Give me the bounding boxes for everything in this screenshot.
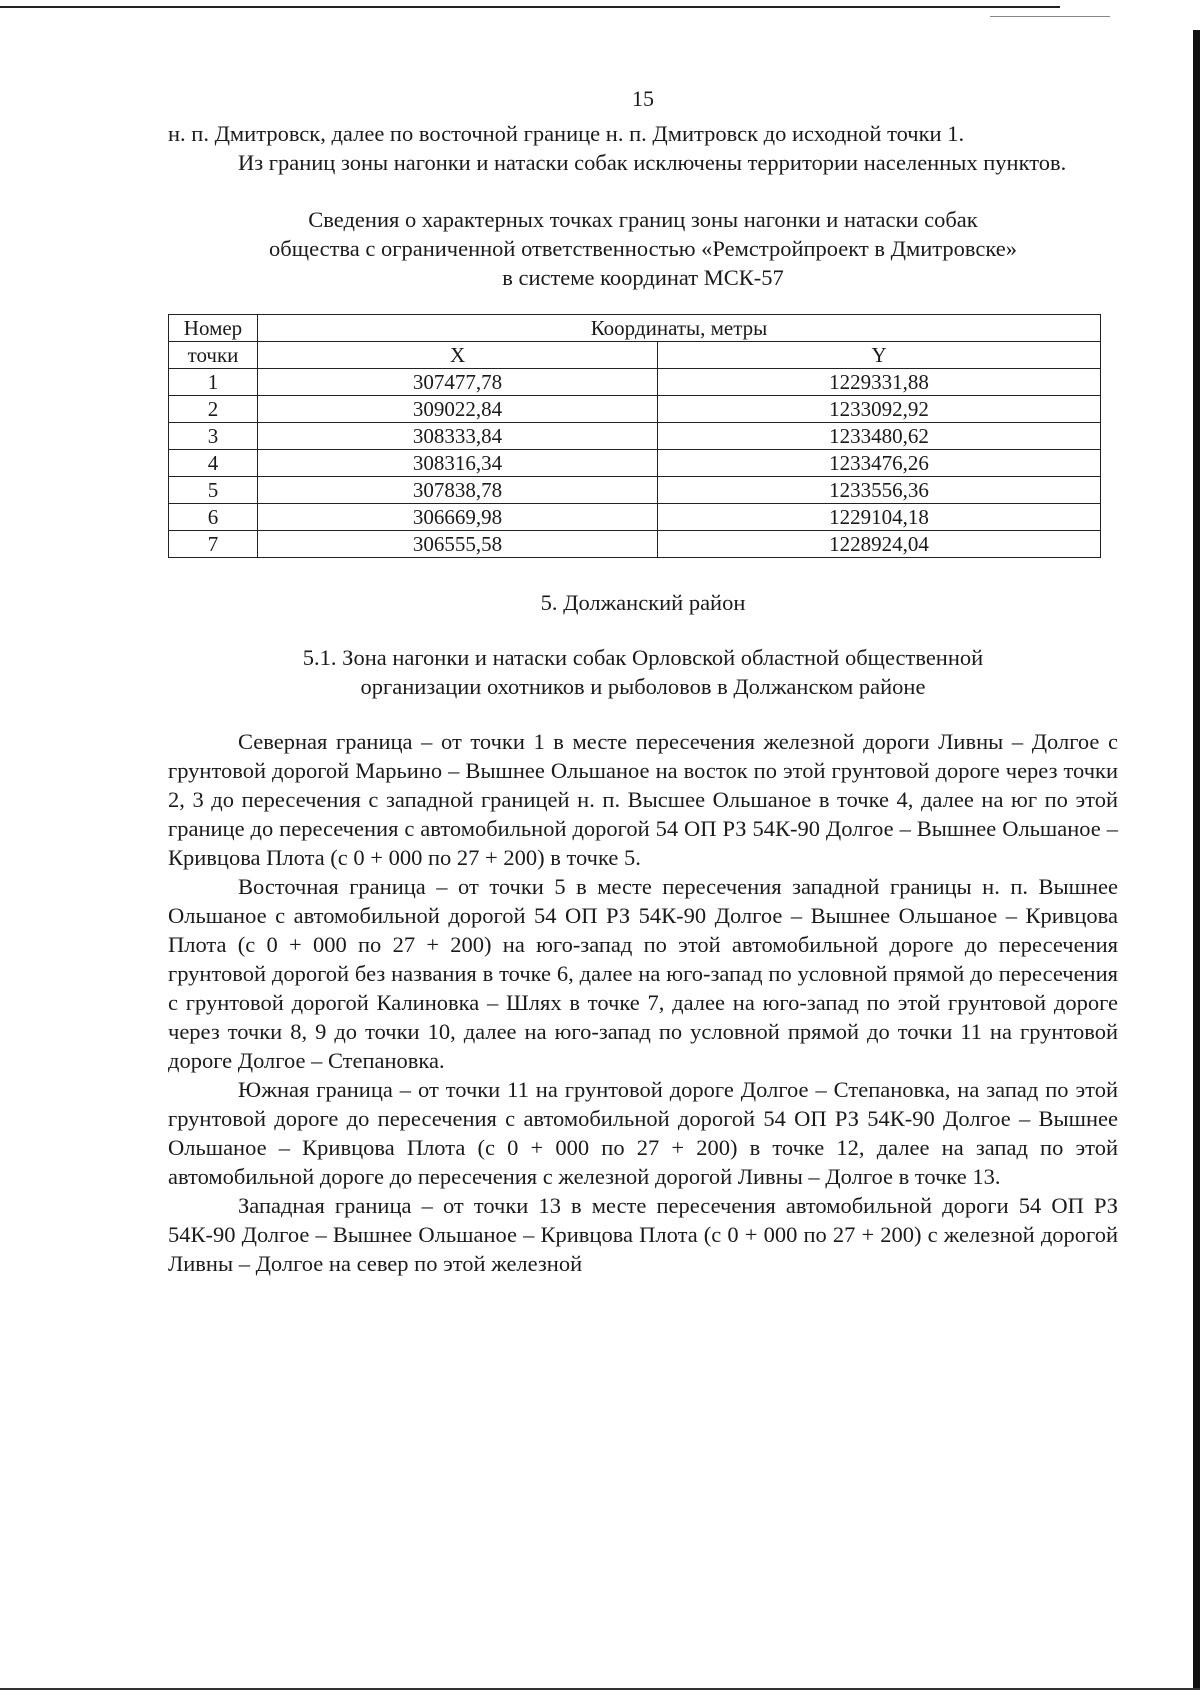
table-subheader-row: [169, 342, 1101, 369]
cell-point-number: 7: [169, 531, 258, 558]
cell-coord-x: 309022,84: [258, 396, 658, 423]
section-title: 5. Должанский район: [540, 590, 746, 615]
cell-coord-x: 308333,84: [258, 423, 658, 450]
cell-coord-x: 307838,78: [258, 477, 658, 504]
header-point-number-1: Номер: [169, 315, 258, 342]
table-caption-line-1: Сведения о характерных точках границ зоны нагонки и натаски собак: [308, 207, 978, 232]
cell-point-number: 2: [169, 396, 258, 423]
cell-coord-y: 1233476,26: [658, 450, 1101, 477]
paragraph-west-border: Западная граница – от точки 13 в месте пересечения автомобильной дороги 54 ОП РЗ 54К-90 Долгое – Вышнее Ольшаное – Кривцова Плота (с 0 + 000 по 27 + 200) с железной дорогой Ливны – Долгое на север по этой железной: [168, 1193, 1118, 1276]
header-coordinates: Координаты, метры: [258, 315, 1101, 342]
intro-paragraph-2: Из границ зоны нагонки и натаски собак исключены территории населенных пунктов.: [238, 150, 1067, 175]
table-row: [169, 531, 1101, 558]
table-row: [169, 504, 1101, 531]
table-row: [169, 369, 1101, 396]
document-page: [168, 84, 1118, 1278]
table-row: [169, 450, 1101, 477]
table-caption-line-2: общества с ограниченной ответственностью «Ремстройпроект в Дмитровске»: [269, 236, 1017, 261]
cell-coord-x: 306555,58: [258, 531, 658, 558]
table-body: [169, 369, 1101, 558]
paragraph-east-border: Восточная граница – от точки 5 в месте пересечения западной границы н. п. Вышнее Ольшаное с автомобильной дорогой 54 ОП РЗ 54К-90 Долгое – Вышнее Ольшаное – Кривцова Плота (с 0 + 000 по 27 + 200) на юго-запад по этой автомобильной дороге до пересечения грунтовой дорогой без названия в точке 6, далее на юго-запад по условной прямой до пересечения с грунтовой дорогой Калиновка – Шлях в точке 7, далее на юго-запад по этой грунтовой дороге через точки 8, 9 до точки 10, далее на юго-запад по условной прямой до точки 11 на грунтовой дороге Долгое – Степановка.: [168, 874, 1118, 1073]
cell-point-number: 5: [169, 477, 258, 504]
cell-coord-y: 1233480,62: [658, 423, 1101, 450]
page-number: 15: [632, 86, 654, 111]
cell-point-number: 4: [169, 450, 258, 477]
cell-point-number: 1: [169, 369, 258, 396]
paragraph-south-border: Южная граница – от точки 11 на грунтовой дороге Долгое – Степановка, на запад по этой грунтовой дороге до пересечения с автомобильной дорогой 54 ОП РЗ 54К-90 Долгое – Вышнее Ольшаное – Кривцова Плота (с 0 + 000 по 27 + 200) в точке 12, далее на запад по этой автомобильной дороге до пересечения с железной дорогой Ливны – Долгое в точке 13.: [168, 1077, 1118, 1189]
table-caption: [168, 205, 1118, 292]
scan-edge-bottom: [0, 1688, 1200, 1690]
paragraph-north-border: Северная граница – от точки 1 в месте пересечения железной дороги Ливны – Долгое с грунтовой дорогой Марьино – Вышнее Ольшаное на восток по этой грунтовой дороге через точки 2, 3 до пересечения с западной границей н. п. Высшее Ольшаное в точке 4, далее на юг по этой границе до пересечения с автомобильной дорогой 54 ОП РЗ 54К-90 Долгое – Вышнее Ольшаное – Кривцова Плота (с 0 + 000 по 27 + 200) в точке 5.: [168, 729, 1118, 870]
table-caption-line-3: в системе координат МСК-57: [502, 265, 784, 290]
scan-edge-top-faint: [990, 16, 1110, 17]
table-row: [169, 396, 1101, 423]
cell-point-number: 6: [169, 504, 258, 531]
header-point-number-2: точки: [169, 342, 258, 369]
subsection-title-line-1: 5.1. Зона нагонки и натаски собак Орловской областной общественной: [302, 645, 984, 670]
cell-coord-x: 306669,98: [258, 504, 658, 531]
cell-coord-y: 1233556,36: [658, 477, 1101, 504]
cell-point-number: 3: [169, 423, 258, 450]
scan-edge-right: [1193, 30, 1200, 1690]
header-y: Y: [658, 342, 1101, 369]
cell-coord-x: 308316,34: [258, 450, 658, 477]
header-x: X: [258, 342, 658, 369]
scan-edge-top: [0, 6, 1060, 8]
table-row: [169, 477, 1101, 504]
table-header-row: [169, 315, 1101, 342]
subsection-title-line-2: организации охотников и рыболовов в Должанском районе: [360, 674, 926, 699]
cell-coord-x: 307477,78: [258, 369, 658, 396]
cell-coord-y: 1233092,92: [658, 396, 1101, 423]
intro-paragraph-1: н. п. Дмитровск, далее по восточной границе н. п. Дмитровск до исходной точки 1.: [168, 121, 965, 146]
table-row: [169, 423, 1101, 450]
cell-coord-y: 1228924,04: [658, 531, 1101, 558]
cell-coord-y: 1229104,18: [658, 504, 1101, 531]
coordinates-table: [168, 314, 1101, 558]
cell-coord-y: 1229331,88: [658, 369, 1101, 396]
